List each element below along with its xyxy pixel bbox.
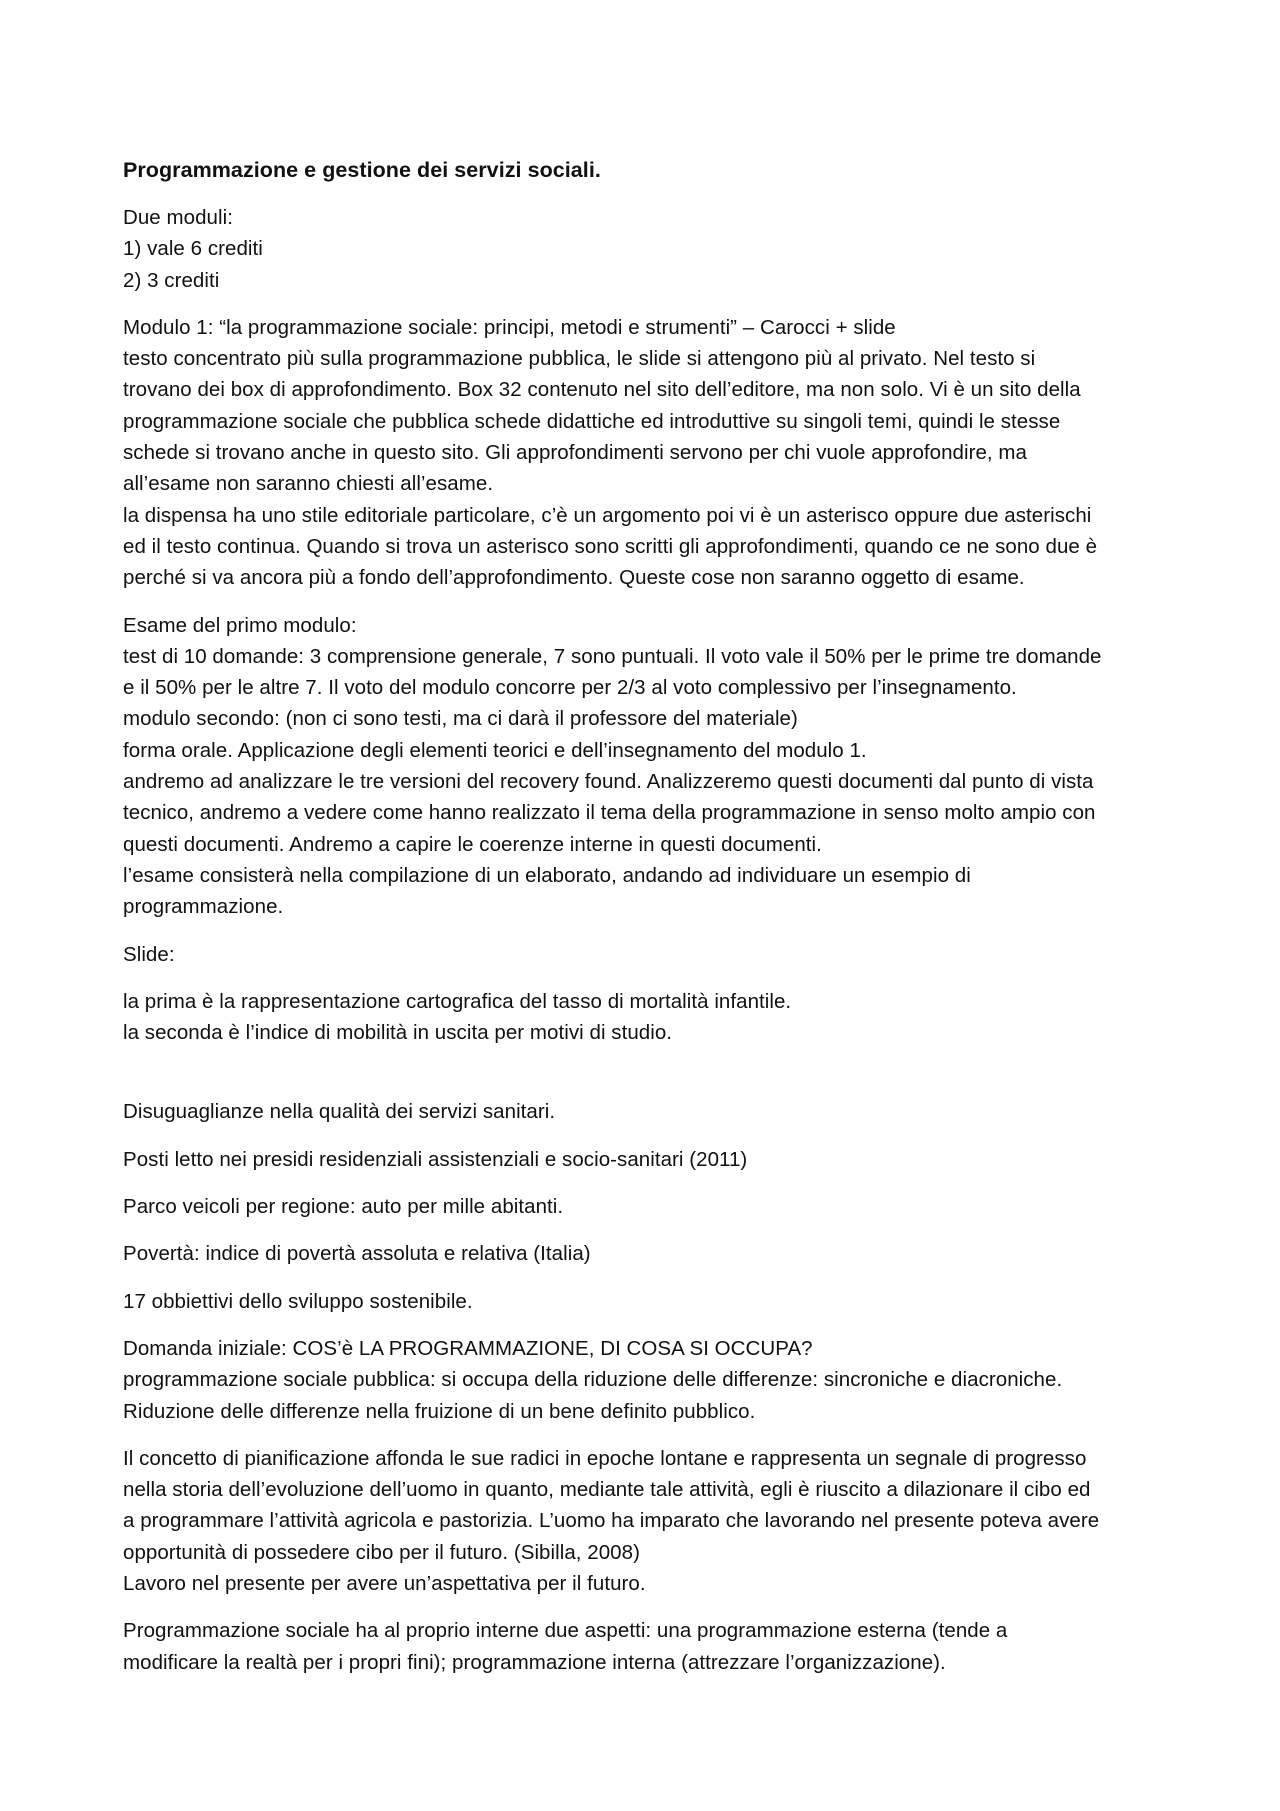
text-line: programmazione. [123,895,284,919]
paragraph [123,1144,1173,1175]
text-line: la seconda è l’indice di mobilità in uscita per motivi di studio. [123,1021,673,1045]
paragraph [123,939,1173,970]
text-line: trovano dei box di approfondimento. Box 32 contenuto nel sito dell’editore, ma non solo. Vi è un sito della [123,378,1081,402]
text-line: a programmare l’attività agricola e pastorizia. L’uomo ha imparato che lavorando nel presente poteva avere [123,1509,1100,1533]
text-line: Posti letto nei presidi residenziali assistenziali e socio-sanitari (2011) [123,1147,748,1171]
text-line: Slide: [123,942,175,966]
text-line: la dispensa ha uno stile editoriale particolare, c’è un argomento poi vi è un asterisco oppure due asterischi [123,503,1092,527]
paragraph [123,1238,1173,1269]
text-line: la prima è la rappresentazione cartografica del tasso di mortalità infantile. [123,989,792,1013]
text-line: schede si trovano anche in questo sito. Gli approfondimenti servono per chi vuole approfondire, ma [123,441,1028,465]
text-line: Riduzione delle differenze nella fruizione di un bene definito pubblico. [123,1399,756,1423]
text-line: e il 50% per le altre 7. Il voto del modulo concorre per 2/3 al voto complessivo per l’insegnamento. [123,676,1017,700]
document-page [123,155,1173,1694]
paragraph [123,1286,1173,1317]
text-line: programmazione sociale pubblica: si occupa della riduzione delle differenze: sincroniche e diacroniche. [123,1368,1063,1392]
text-line: all’esame non saranno chiesti all’esame. [123,472,494,496]
text-line: Modulo 1: “la programmazione sociale: principi, metodi e strumenti” – Carocci + slide [123,315,896,339]
text-line: modificare la realtà per i propri fini); programmazione interna (attrezzare l’organizzazione). [123,1650,946,1674]
text-line: ed il testo continua. Quando si trova un asterisco sono scritti gli approfondimenti, quando ce ne sono due è [123,534,1098,558]
text-line: 17 obbiettivi dello sviluppo sostenibile. [123,1289,473,1313]
text-line: forma orale. Applicazione degli elementi teorici e dell’insegnamento del modulo 1. [123,738,867,762]
text-line: programmazione sociale che pubblica schede didattiche ed introduttive su singoli temi, quindi le stesse [123,409,1061,433]
paragraph [123,1615,1173,1678]
text-line: Parco veicoli per regione: auto per mille abitanti. [123,1195,564,1219]
paragraph [123,312,1173,594]
text-line: Disuguaglianze nella qualità dei servizi sanitari. [123,1100,556,1124]
text-line: 1) vale 6 crediti [123,237,263,261]
text-line: opportunità di possedere cibo per il futuro. (Sibilla, 2008) [123,1540,640,1564]
text-line: Il concetto di pianificazione affonda le sue radici in epoche lontane e rappresenta un segnale di progresso [123,1446,1087,1470]
paragraph [123,202,1173,296]
text-line: Domanda iniziale: COS’è LA PROGRAMMAZIONE, DI COSA SI OCCUPA? [123,1336,813,1360]
text-line: nella storia dell’evoluzione dell’uomo in quanto, mediante tale attività, egli è riuscito a dilazionare il cibo ed [123,1478,1091,1502]
text-line: Due moduli: [123,206,233,229]
text-line: perché si va ancora più a fondo dell’approfondimento. Queste cose non saranno oggetto di esame. [123,566,1025,590]
paragraph [123,1191,1173,1222]
text-line: l’esame consisterà nella compilazione di un elaborato, andando ad individuare un esempio di [123,863,971,887]
document-title: Programmazione e gestione dei servizi sociali. [123,158,601,182]
paragraph [123,610,1173,923]
text-line: Programmazione sociale ha al proprio interne due aspetti: una programmazione esterna (tende a [123,1619,1008,1643]
paragraph [123,986,1173,1049]
text-line: 2) 3 crediti [123,268,220,292]
paragraph [123,1443,1173,1599]
paragraph [123,1333,1173,1427]
text-line: Povertà: indice di povertà assoluta e relativa (Italia) [123,1242,591,1266]
text-line: questi documenti. Andremo a capire le coerenze interne in questi documenti. [123,832,822,856]
text-line: test di 10 domande: 3 comprensione generale, 7 sono puntuali. Il voto vale il 50% per le prime tre domande [123,644,1102,668]
text-line: Esame del primo modulo: [123,613,357,637]
text-line: modulo secondo: (non ci sono testi, ma ci darà il professore del materiale) [123,707,798,731]
paragraph [123,1096,1173,1127]
text-line: tecnico, andremo a vedere come hanno realizzato il tema della programmazione in senso molto ampio con [123,801,1096,825]
text-line: andremo ad analizzare le tre versioni del recovery found. Analizzeremo questi documenti dal punto di vista [123,770,1094,794]
text-line: testo concentrato più sulla programmazione pubblica, le slide si attengono più al privato. Nel testo si [123,347,1036,371]
document-body [123,202,1173,1678]
text-line: Lavoro nel presente per avere un’aspettativa per il futuro. [123,1571,646,1595]
